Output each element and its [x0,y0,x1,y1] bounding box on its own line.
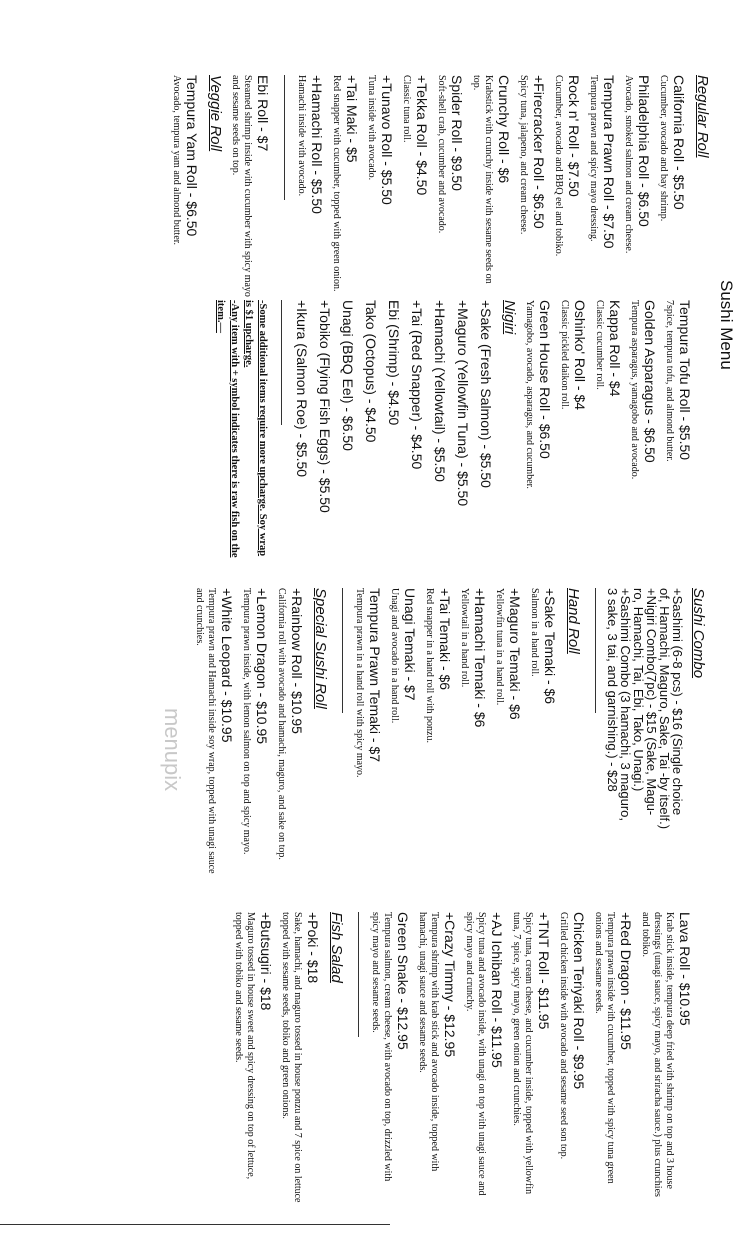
menu-item [292,300,311,562]
menu-item [528,588,559,888]
menu-item [592,912,635,1204]
menu-column-1 [166,75,714,300]
item-name: Kappa Roll - $4 [607,300,623,397]
item-name: +Maguro Temaki - $6 [507,588,523,720]
menu-item [476,300,495,562]
menu-item [493,588,524,888]
section-header: Veggie Roll [207,75,224,152]
item-description: Grilled chicken inside with avocado and sesame seed son top. [558,912,569,1160]
item-description: Hamachi inside with avocado. [296,75,307,197]
menu-item [470,75,513,300]
item-description: Red snapper with cucumber, topped with green onion. [331,75,342,292]
menu-item [593,300,624,562]
item-description: Yellowtail in a hand roll. [459,588,470,688]
item-name: +Sake (Fresh Salmon) - $5.50 [478,300,494,488]
item-name: Ebi (Shrimp) - $4.50 [386,300,402,426]
item-name: Tempura Yam Roll - $6.50 [184,75,200,237]
item-name: Philadelphia Roll - $6.50 [636,75,652,227]
combo-line: ro, Hamachi, Tai, Ebi, Tako, Unagi.) [631,588,646,792]
item-name: Tempura Tofu Roll - $5.50 [677,300,693,461]
item-description: Krabstick with crunchy inside with sesame seeds on top. [471,75,494,284]
item-description: Yamagobo, avocado, asparagus, and cucumber. [524,300,535,489]
item-name: Tempura Prawn Temaki - $7 [367,588,383,763]
item-name: +Crazy Timmy - $12.95 [442,912,458,1058]
menu-column-2 [213,300,694,562]
section-divider [284,75,285,200]
menu-item [430,300,449,562]
menu-item [232,912,275,1204]
menu-item [407,300,426,562]
item-description: Tempura prawn in a hand roll with spicy mayo. [354,588,365,778]
menu-item [400,75,431,300]
item-name: +Red Dragon - $11.95 [618,912,634,1050]
item-name: Lava Roll - $10.95 [677,912,693,1026]
item-description: Classic pickled daikon roll. [559,300,570,410]
item-name: +Tai Temaki - $6 [437,588,453,691]
section-header: Fish Salad [328,912,345,983]
item-description: Maguro tossed in house sweet and spicy dressing on top of lettuce, topped with tobiko and sesame seeds. [233,912,256,1180]
menu-item [361,300,380,562]
section-header: Hand Roll [565,588,582,654]
menu-item [557,912,588,1204]
section-header: Regular Roll [694,75,711,158]
item-description: Spicy tuna, cream cheese, and cucumber inside, topped with yellowfin tuna, 7 spice, spicy mayo, green onion and crunchies. [511,912,534,1195]
item-description: Tempura prawn and spicy mayo dressing. [588,75,599,242]
section-divider [595,588,596,713]
item-description: Tempura prawn and Hamachi inside soy wrap, topped with unagi sauce and crunchies. [194,588,217,874]
watermark-logo: menupix [160,708,185,792]
menu-column-4 [228,912,694,1204]
item-description: Unagi and avocado in a hand roll. [389,588,400,724]
item-description: Tempura asparagus, yamagobo and avocado. [629,300,640,480]
item-name: Green Snake - $12.95 [395,912,411,1050]
menu-item [435,75,466,300]
menu-item [388,588,419,888]
menu-item [338,300,357,562]
item-name: Spider Roll - $9.50 [449,75,465,191]
section-header: Nigiri [501,300,518,335]
combo-line: of, Hamachi, Maguro, Sake, Tai -by itself.) [657,588,672,830]
item-description: Tempura prawn inside, with lemon salmon on top and spicy mayo. [241,588,252,855]
menu-item [458,588,489,888]
item-name: +Butsugiri - $18 [258,912,274,1011]
item-description: Soft-shell crab, cucumber and avocado. [436,75,447,234]
section-divider [342,588,343,713]
menu-item [275,588,306,888]
item-description: Yellowfin tuna in a hand roll. [494,588,505,706]
item-name: +Tai (Red Snapper) - $4.50 [409,300,425,470]
item-name: +Firecracker Roll - $6.50 [531,75,547,229]
combo-line: +Sashimi Combo (3 hamachi, 3 maguro, [618,588,633,822]
item-name: Rock n' Roll - $7.50 [566,75,582,197]
menu-item [453,300,472,562]
menu-column-3 [159,588,710,888]
menu-item [170,75,201,300]
menu-item [657,75,688,300]
item-name: +Tunavo Roll - $5.50 [379,75,395,205]
item-description: Cucumber, avocado and bay shrimp. [658,75,669,222]
menu-item [628,300,659,562]
menu-item [295,75,326,300]
menu-item [622,75,653,300]
item-name: +TNT Roll - $11.95 [536,912,552,1030]
menu-item [365,75,396,300]
item-description: Avocado, smoked salmon and cream cheese. [623,75,634,254]
item-name: +Tekka Roll - $4.50 [414,75,430,196]
item-name: +White Leopard - $10.95 [219,588,235,743]
item-description: Avocado, tempura yam and almond butter. [171,75,182,246]
item-name: Oshinko' Roll - $4 [572,300,588,411]
menu-item [523,300,554,562]
menu-item [423,588,454,888]
item-name: +Hamachi Roll - $5.50 [309,75,325,214]
item-description: Spicy tuna and avocado inside, with unagi on top with unagi sauce and spicy mayo and crunchy. [464,912,487,1196]
item-name: Golden Asparagus - $6.50 [642,300,658,463]
item-name: +Poki - $18 [305,912,321,984]
section-divider [281,300,282,425]
menu-item [663,300,694,562]
page-edge-divider [0,1224,390,1225]
menu-item [639,912,694,1204]
item-name: Green House Roll - $6.50 [537,300,553,459]
section-header: Sushi Combo [690,588,707,679]
item-name: +Maguro (Yellowfin Tuna) - $5.50 [455,300,471,507]
menu-note: -Any item with + symbol indicates there is raw fish on the item.— [215,300,240,558]
item-name: +Hamachi (Yellowtail) - $5.50 [432,300,448,482]
menu-item [330,75,361,300]
menu-item [369,912,412,1204]
menu-item [193,588,236,888]
item-name: +AJ Ichiban Roll - $11.95 [489,912,505,1068]
item-name: Unagi Temaki - $7 [402,588,418,701]
item-description: Spicy tuna, jalapeno, and cream cheese. [518,75,529,235]
item-name: +Rainbow Roll - $10.95 [289,588,305,734]
menu-item [315,300,334,562]
menu-item [384,300,403,562]
item-name: +Lemon Dragon - $10.95 [254,588,270,745]
item-description: 7spice, tempura tofu, and almond butter. [664,300,675,462]
item-description: California roll with avocado and hamachi, maguro, and sake on top. [276,588,287,860]
item-name: Tempura Prawn Roll - $7.50 [601,75,617,249]
item-name: Chicken Teriyaki Roll - $9.95 [571,912,587,1090]
item-description: Cucumber, avocado and BBQ eel and tobiko. [553,75,564,257]
menu-item [587,75,618,300]
menu-item [240,588,271,888]
item-name: Crunchy Roll - $6 [496,75,512,184]
combo-line: +Sashimi (6-8 pcs) - $16 (Single choice [670,588,685,816]
item-name: Unagi (BBQ Eel) - $6.50 [340,300,356,451]
item-description: Sake, hamachi, and maguro tossed in house ponzu and 7 spice on lettuce topped with sesame seeds, tobiko and green onions. [280,912,303,1203]
item-name: Ebi Roll - $7 [255,75,271,152]
menu-note: -Some additional items require more upcharge. Soy wrap is $1 upcharge. [243,300,268,557]
item-description: Red snapper in a hand roll with ponzu. [424,588,435,743]
item-description: Salmon in a hand roll. [529,588,540,677]
item-name: +Tai Maki - $5 [344,75,360,163]
item-description: Tuna inside with avocado. [366,75,377,181]
item-name: Tako (Octopus) - $4.50 [363,300,379,443]
menu-item [517,75,548,300]
section-header: Special Sushi Roll [312,588,329,709]
menu-item [279,912,322,1204]
menu-item [353,588,384,888]
page-title: Sushi Menu [717,280,736,370]
section-divider [358,912,359,1037]
item-description: Tempura salmon, cream cheese, with avocado on top, drizzled with spicy mayo and sesame seeds. [370,912,393,1182]
combo-line: +Nigiri Combo(7pc) - $15 (Sake, Magu- [644,588,659,816]
item-name: California Roll - $5.50 [671,75,687,210]
item-description: Classic tuna roll. [401,75,412,143]
item-description: Steamed shrimp inside with cucumber with spicy mayo and sesame seeds on top. [230,75,253,297]
item-name: +Tobiko (Flying Fish Eggs) - $5.50 [317,300,333,513]
menu-item [510,912,553,1204]
menu-item [229,75,272,300]
item-description: Krab stick inside, tempura deep fried with shrimp on top and 3 house dressings (unagi sauce, spicy mayo, and sriracha sauce.) plus crunchies and tobiko. [640,912,675,1197]
item-name: +Ikura (Salmon Roe) - $5.50 [294,300,310,478]
menu-item [558,300,589,562]
item-description: Tempura shrimp with krab stick and avocado inside, topped with hamachi, unagi sauce and sesame seeds. [417,912,440,1172]
menu-item [552,75,583,300]
menu-item [463,912,506,1204]
item-description: Classic cucumber roll. [594,300,605,390]
item-description: Tempura prawn inside with cucumber, topped with spicy tuna green onions and sesame seeds. [593,912,616,1184]
menu-item [416,912,459,1204]
item-name: +Hamachi Temaki - $6 [472,588,488,728]
combo-line: 3 sake, 3 tai, and garnishing.) - $28 [605,588,620,792]
item-name: +Sake Temaki - $6 [542,588,558,705]
